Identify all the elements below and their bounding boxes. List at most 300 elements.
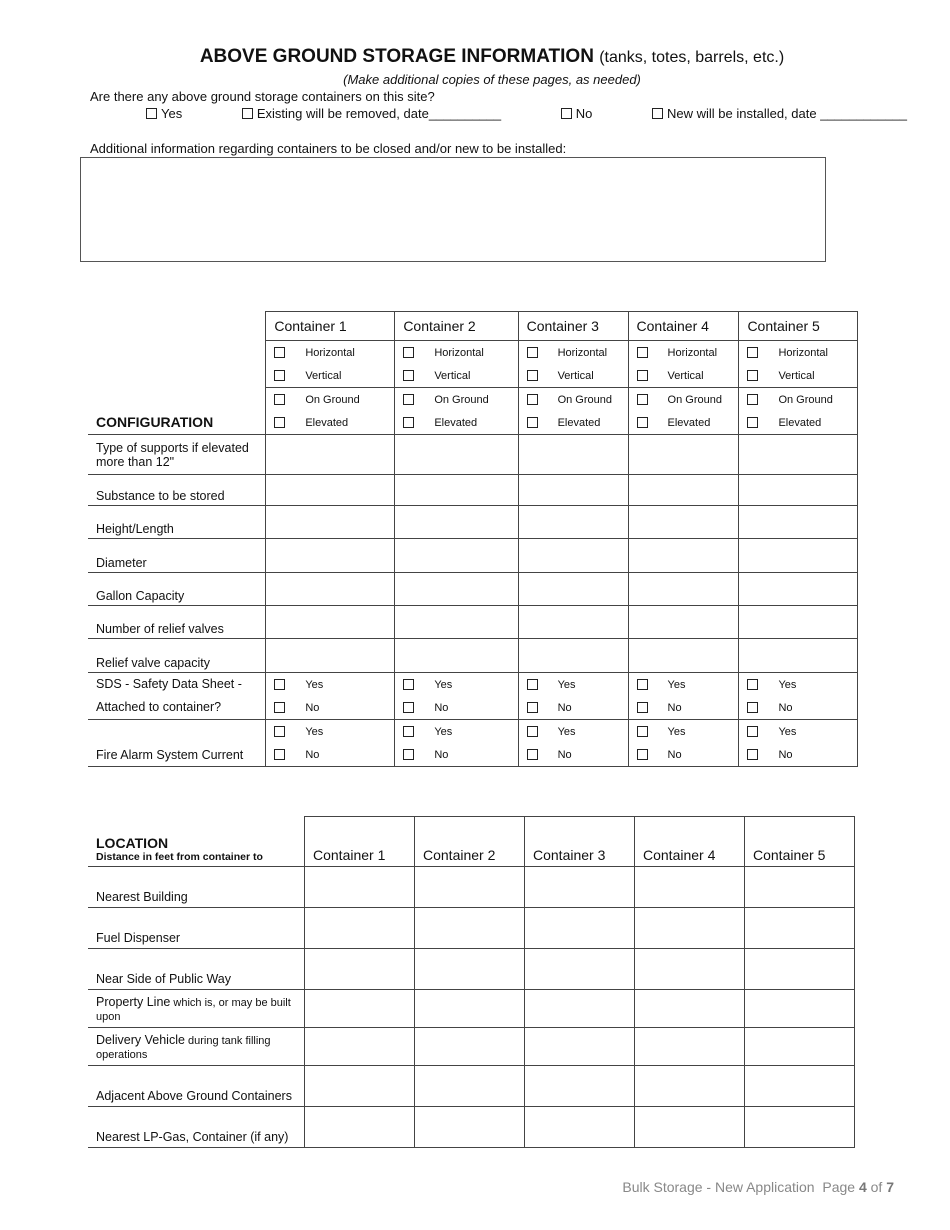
checkbox-icon[interactable]	[637, 347, 648, 358]
container-header: Container 5	[745, 817, 855, 867]
checkbox-icon[interactable]	[274, 726, 285, 737]
option-elevated[interactable]	[395, 411, 517, 434]
checkbox-icon[interactable]	[274, 679, 285, 690]
page-title	[0, 46, 950, 68]
input-cell[interactable]	[415, 1066, 525, 1107]
row-label: Substance to be stored	[88, 475, 266, 506]
page-footer	[622, 1179, 894, 1195]
checkbox-icon[interactable]	[637, 702, 648, 713]
option-no[interactable]	[266, 696, 394, 719]
option-vertical[interactable]	[266, 364, 394, 387]
checkbox-icon[interactable]	[274, 347, 285, 358]
input-cell[interactable]	[266, 573, 395, 606]
input-cell[interactable]	[635, 1066, 745, 1107]
configuration-header-row	[88, 312, 858, 341]
checkbox-icon[interactable]	[747, 749, 758, 760]
option-on-ground[interactable]	[519, 388, 628, 411]
blank-header-cell	[88, 312, 266, 341]
checkbox-icon[interactable]	[637, 417, 648, 428]
option-label: New will be installed, date ____________	[667, 106, 907, 121]
table-row	[88, 908, 855, 949]
configuration-table	[88, 311, 858, 767]
title-suffix: (tanks, totes, barrels, etc.)	[599, 49, 785, 66]
container-header: Container 3	[525, 817, 635, 867]
input-cell[interactable]	[415, 867, 525, 908]
input-cell[interactable]	[745, 867, 855, 908]
input-cell[interactable]	[266, 435, 395, 475]
container-header: Container 1	[266, 312, 395, 341]
input-cell[interactable]	[518, 639, 628, 673]
option-label: No	[557, 701, 572, 714]
checkbox-icon[interactable]	[274, 394, 285, 405]
option-vertical[interactable]	[395, 364, 517, 387]
configuration-title-cell	[88, 388, 266, 435]
option-no[interactable]	[395, 696, 517, 719]
option-vertical[interactable]	[739, 364, 857, 387]
input-cell[interactable]	[395, 435, 518, 475]
input-cell[interactable]	[518, 435, 628, 475]
option-yes[interactable]	[629, 720, 739, 743]
checkbox-icon[interactable]	[403, 417, 414, 428]
option-label: Horizontal	[434, 346, 484, 359]
input-cell[interactable]	[739, 506, 858, 539]
input-cell[interactable]	[266, 639, 395, 673]
option-yes[interactable]	[146, 106, 210, 121]
row-label	[88, 990, 305, 1028]
yes-no-cell	[266, 673, 395, 720]
table-row	[88, 867, 855, 908]
input-cell[interactable]	[739, 606, 858, 639]
checkbox-icon[interactable]	[274, 702, 285, 713]
input-cell[interactable]	[525, 990, 635, 1028]
option-label: On Ground	[667, 393, 722, 406]
option-label: Yes	[667, 725, 686, 738]
option-label: Vertical	[667, 369, 704, 382]
orientation-cell	[739, 341, 858, 388]
option-label: No	[667, 748, 682, 761]
row-label: Number of relief valves	[88, 606, 266, 639]
option-label: Yes	[667, 678, 686, 691]
table-row	[88, 506, 858, 539]
yes-no-cell	[628, 720, 739, 767]
checkbox-icon[interactable]	[527, 370, 538, 381]
option-yes[interactable]	[519, 720, 628, 743]
checkbox-icon[interactable]	[274, 370, 285, 381]
input-cell[interactable]	[525, 1066, 635, 1107]
option-label: Yes	[434, 678, 453, 691]
checkbox-icon[interactable]	[637, 370, 648, 381]
input-cell[interactable]	[305, 1066, 415, 1107]
input-cell[interactable]	[635, 1028, 745, 1066]
option-no[interactable]	[519, 743, 628, 766]
input-cell[interactable]	[518, 539, 628, 573]
checkbox-icon[interactable]	[747, 702, 758, 713]
yes-no-cell	[518, 673, 628, 720]
input-cell[interactable]	[305, 949, 415, 990]
option-no[interactable]	[739, 743, 857, 766]
placement-cell	[266, 388, 395, 435]
option-label: Elevated	[305, 416, 349, 429]
configuration-title: CONFIGURATION	[96, 414, 214, 430]
input-cell[interactable]	[739, 475, 858, 506]
input-cell[interactable]	[739, 573, 858, 606]
checkbox-icon[interactable]	[747, 394, 758, 405]
option-yes[interactable]	[629, 673, 739, 696]
checkbox-icon[interactable]	[527, 347, 538, 358]
row-label-text: Nearest LP-Gas, Container (if any)	[96, 1130, 289, 1144]
row-label-text: Delivery Vehicle	[96, 1032, 185, 1047]
input-cell[interactable]	[305, 1028, 415, 1066]
table-row	[88, 606, 858, 639]
option-label: Elevated	[557, 416, 601, 429]
checkbox-icon[interactable]	[527, 417, 538, 428]
checkbox-icon[interactable]	[652, 108, 663, 119]
row-label-text: Adjacent Above Ground Containers	[96, 1089, 292, 1103]
placement-cell	[739, 388, 858, 435]
option-label: Vertical	[778, 369, 815, 382]
table-row	[88, 573, 858, 606]
option-horizontal[interactable]	[266, 341, 394, 364]
placement-row	[88, 388, 858, 435]
option-vertical[interactable]	[629, 364, 739, 387]
input-cell[interactable]	[305, 867, 415, 908]
option-label: No	[575, 106, 593, 121]
footer-text: Bulk Storage - New Application Page	[622, 1179, 859, 1195]
option-label: Horizontal	[778, 346, 828, 359]
input-cell[interactable]	[745, 1107, 855, 1148]
option-label: No	[305, 701, 320, 714]
checkbox-icon[interactable]	[403, 370, 414, 381]
input-cell[interactable]	[395, 606, 518, 639]
option-yes[interactable]	[519, 673, 628, 696]
input-cell[interactable]	[635, 949, 745, 990]
table-row	[88, 539, 858, 573]
option-label: On Ground	[305, 393, 360, 406]
input-cell[interactable]	[305, 990, 415, 1028]
option-label: Yes	[305, 678, 324, 691]
checkbox-icon[interactable]	[747, 417, 758, 428]
checkbox-icon[interactable]	[747, 347, 758, 358]
option-yes[interactable]	[395, 720, 517, 743]
option-vertical[interactable]	[519, 364, 628, 387]
location-title-cell	[88, 817, 305, 867]
row-label: Type of supports if elevated more than 12"	[88, 435, 266, 475]
option-label: Existing will be removed, date__________	[256, 106, 502, 121]
checkbox-icon[interactable]	[527, 726, 538, 737]
option-label: Yes	[161, 106, 183, 121]
row-label	[88, 908, 305, 949]
input-cell[interactable]	[525, 1028, 635, 1066]
input-cell[interactable]	[305, 1107, 415, 1148]
location-subtitle: Distance in feet from container to	[96, 851, 263, 863]
option-label: Yes	[557, 725, 576, 738]
option-label: Elevated	[667, 416, 711, 429]
row-label-text: Property Line	[96, 994, 171, 1009]
row-label	[88, 1107, 305, 1148]
location-table	[88, 816, 855, 1148]
input-cell[interactable]	[628, 573, 739, 606]
location-header-row	[88, 817, 855, 867]
container-header: Container 4	[635, 817, 745, 867]
input-cell[interactable]	[525, 867, 635, 908]
row-label-text: Fuel Dispenser	[96, 931, 181, 945]
option-on-ground[interactable]	[629, 388, 739, 411]
table-row	[88, 1107, 855, 1148]
option-yes[interactable]	[739, 720, 857, 743]
checkbox-icon[interactable]	[274, 749, 285, 760]
input-cell[interactable]	[415, 1028, 525, 1066]
table-row	[88, 475, 858, 506]
question-options	[146, 106, 950, 121]
input-cell[interactable]	[518, 506, 628, 539]
option-existing-removed[interactable]	[242, 106, 529, 121]
option-on-ground[interactable]	[739, 388, 857, 411]
row-label: Diameter	[88, 539, 266, 573]
yes-no-cell	[266, 720, 395, 767]
input-cell[interactable]	[415, 1107, 525, 1148]
checkbox-icon[interactable]	[527, 394, 538, 405]
option-yes[interactable]	[266, 673, 394, 696]
row-label-text: Nearest Building	[96, 890, 188, 904]
input-cell[interactable]	[415, 949, 525, 990]
row-label: Relief valve capacity	[88, 639, 266, 673]
option-label: Yes	[434, 725, 453, 738]
checkbox-icon[interactable]	[242, 108, 253, 119]
fire-alarm-row	[88, 720, 858, 767]
blank-cell	[88, 341, 266, 388]
checkbox-icon[interactable]	[403, 394, 414, 405]
input-cell[interactable]	[745, 949, 855, 990]
placement-cell	[395, 388, 518, 435]
input-cell[interactable]	[525, 1107, 635, 1148]
row-label-note: which is, or may be built upon	[96, 996, 291, 1023]
option-label: No	[667, 701, 682, 714]
checkbox-icon[interactable]	[527, 749, 538, 760]
placement-cell	[518, 388, 628, 435]
input-cell[interactable]	[635, 990, 745, 1028]
option-label: Yes	[778, 678, 797, 691]
checkbox-icon[interactable]	[403, 749, 414, 760]
container-header: Container 2	[415, 817, 525, 867]
input-cell[interactable]	[745, 1028, 855, 1066]
input-cell[interactable]	[266, 606, 395, 639]
checkbox-icon[interactable]	[637, 749, 648, 760]
input-cell[interactable]	[395, 573, 518, 606]
option-label: Yes	[778, 725, 797, 738]
input-cell[interactable]	[395, 475, 518, 506]
input-cell[interactable]	[525, 949, 635, 990]
option-label: No	[434, 748, 449, 761]
sds-label	[88, 673, 266, 720]
orientation-cell	[266, 341, 395, 388]
option-no[interactable]	[266, 743, 394, 766]
option-no[interactable]	[561, 106, 621, 121]
orientation-cell	[518, 341, 628, 388]
option-elevated[interactable]	[266, 411, 394, 434]
input-cell[interactable]	[635, 1107, 745, 1148]
option-label: On Ground	[434, 393, 489, 406]
option-label: Vertical	[434, 369, 471, 382]
footer-of: of	[866, 1179, 887, 1195]
option-label: Vertical	[305, 369, 342, 382]
option-no[interactable]	[519, 696, 628, 719]
input-cell[interactable]	[266, 475, 395, 506]
yes-no-cell	[395, 720, 518, 767]
input-cell[interactable]	[635, 867, 745, 908]
yes-no-cell	[739, 720, 858, 767]
option-horizontal[interactable]	[739, 341, 857, 364]
container-header: Container 3	[518, 312, 628, 341]
input-cell[interactable]	[628, 639, 739, 673]
sds-row	[88, 673, 858, 720]
input-cell[interactable]	[518, 606, 628, 639]
yes-no-cell	[628, 673, 739, 720]
input-cell[interactable]	[525, 908, 635, 949]
input-cell[interactable]	[628, 506, 739, 539]
option-label: No	[557, 748, 572, 761]
option-elevated[interactable]	[739, 411, 857, 434]
yes-no-cell	[395, 673, 518, 720]
row-label	[88, 949, 305, 990]
checkbox-icon[interactable]	[146, 108, 157, 119]
input-cell[interactable]	[395, 639, 518, 673]
option-no[interactable]	[739, 696, 857, 719]
option-label: Yes	[305, 725, 324, 738]
option-label: Elevated	[778, 416, 822, 429]
title-main: ABOVE GROUND STORAGE INFORMATION	[199, 46, 594, 67]
option-horizontal[interactable]	[629, 341, 739, 364]
input-cell[interactable]	[395, 539, 518, 573]
option-yes[interactable]	[395, 673, 517, 696]
option-elevated[interactable]	[629, 411, 739, 434]
container-header: Container 2	[395, 312, 518, 341]
input-cell[interactable]	[518, 573, 628, 606]
input-cell[interactable]	[635, 908, 745, 949]
table-row	[88, 990, 855, 1028]
option-label: Yes	[557, 678, 576, 691]
input-cell[interactable]	[305, 908, 415, 949]
checkbox-icon[interactable]	[403, 679, 414, 690]
input-cell[interactable]	[518, 475, 628, 506]
input-cell[interactable]	[266, 539, 395, 573]
checkbox-icon[interactable]	[747, 679, 758, 690]
footer-page-total: 7	[886, 1179, 894, 1195]
location-title: LOCATION	[96, 835, 169, 851]
option-label: On Ground	[557, 393, 612, 406]
row-label	[88, 867, 305, 908]
fire-alarm-label: Fire Alarm System Current	[88, 720, 266, 767]
placement-cell	[628, 388, 739, 435]
option-label: Horizontal	[557, 346, 608, 359]
row-label: Gallon Capacity	[88, 573, 266, 606]
option-new-installed[interactable]	[652, 106, 935, 121]
container-header: Container 4	[628, 312, 739, 341]
checkbox-icon[interactable]	[403, 702, 414, 713]
checkbox-icon[interactable]	[527, 702, 538, 713]
option-label: Horizontal	[305, 346, 355, 359]
option-horizontal[interactable]	[519, 341, 628, 364]
option-label: No	[305, 748, 320, 761]
option-label: No	[778, 701, 793, 714]
checkbox-icon[interactable]	[637, 679, 648, 690]
containers-question: Are there any above ground storage containers on this site?	[90, 89, 435, 104]
option-label: No	[778, 748, 793, 761]
option-yes[interactable]	[739, 673, 857, 696]
yes-no-cell	[739, 673, 858, 720]
option-yes[interactable]	[266, 720, 394, 743]
orientation-cell	[395, 341, 518, 388]
additional-info-label: Additional information regarding containers to be closed and/or new to be installed:	[90, 141, 567, 156]
input-cell[interactable]	[739, 639, 858, 673]
input-cell[interactable]	[745, 1066, 855, 1107]
checkbox-icon[interactable]	[403, 347, 414, 358]
input-cell[interactable]	[628, 539, 739, 573]
checkbox-icon[interactable]	[637, 394, 648, 405]
row-label	[88, 1066, 305, 1107]
option-no[interactable]	[395, 743, 517, 766]
option-elevated[interactable]	[519, 411, 628, 434]
checkbox-icon[interactable]	[527, 679, 538, 690]
option-no[interactable]	[629, 696, 739, 719]
orientation-row	[88, 341, 858, 388]
footer-page-number: 4	[858, 1179, 867, 1195]
option-label: On Ground	[778, 393, 833, 406]
option-label: Vertical	[557, 369, 594, 382]
table-row	[88, 949, 855, 990]
option-label: Horizontal	[667, 346, 718, 359]
input-cell[interactable]	[266, 506, 395, 539]
option-label: No	[434, 701, 449, 714]
input-cell[interactable]	[415, 990, 525, 1028]
option-label: Elevated	[434, 416, 478, 429]
row-label-text: Near Side of Public Way	[96, 972, 232, 986]
container-header: Container 5	[739, 312, 858, 341]
input-cell[interactable]	[739, 435, 858, 475]
row-label	[88, 1028, 305, 1066]
table-row	[88, 1028, 855, 1066]
input-cell[interactable]	[745, 908, 855, 949]
page-subtitle: (Make additional copies of these pages, as needed)	[343, 72, 641, 87]
input-cell[interactable]	[628, 475, 739, 506]
input-cell[interactable]	[739, 539, 858, 573]
option-on-ground[interactable]	[395, 388, 517, 411]
option-horizontal[interactable]	[395, 341, 517, 364]
container-header: Container 1	[305, 817, 415, 867]
checkbox-icon[interactable]	[403, 726, 414, 737]
additional-info-box[interactable]	[80, 157, 826, 262]
checkbox-icon[interactable]	[637, 726, 648, 737]
input-cell[interactable]	[415, 908, 525, 949]
sds-label-line: Attached to container?	[96, 700, 222, 714]
checkbox-icon[interactable]	[747, 726, 758, 737]
table-row	[88, 1066, 855, 1107]
input-cell[interactable]	[395, 506, 518, 539]
input-cell[interactable]	[745, 990, 855, 1028]
sds-label-line: SDS - Safety Data Sheet -	[96, 677, 242, 691]
option-no[interactable]	[629, 743, 739, 766]
checkbox-icon[interactable]	[561, 108, 572, 119]
table-row	[88, 639, 858, 673]
row-label: Height/Length	[88, 506, 266, 539]
input-cell[interactable]	[628, 435, 739, 475]
option-on-ground[interactable]	[266, 388, 394, 411]
row-label-note: during tank filling operations	[96, 1034, 271, 1061]
yes-no-cell	[518, 720, 628, 767]
input-cell[interactable]	[628, 606, 739, 639]
checkbox-icon[interactable]	[274, 417, 285, 428]
table-row	[88, 435, 858, 475]
checkbox-icon[interactable]	[747, 370, 758, 381]
